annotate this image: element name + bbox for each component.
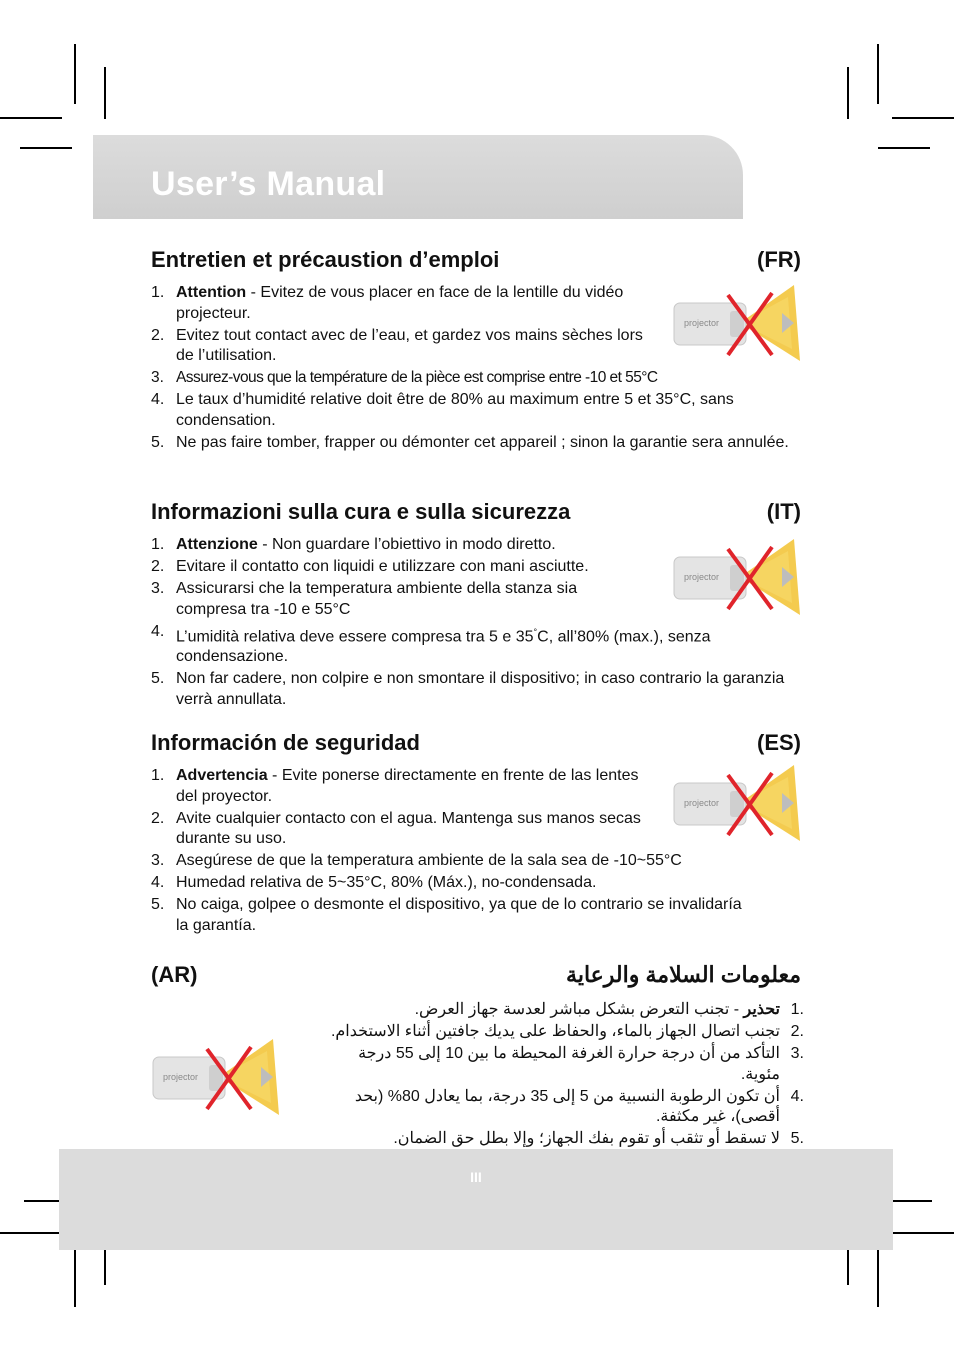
section-header — [151, 499, 801, 529]
section-header — [151, 962, 801, 992]
arabic-list — [300, 1000, 804, 1151]
projector-warning-image — [670, 283, 802, 363]
section-header — [151, 730, 801, 760]
section-header — [151, 247, 801, 277]
list-item: 4. Le taux d’humidité relative doit être de 80% au maximum entre 5 et 35°C, sans condensation. — [151, 391, 734, 429]
crop-mark — [104, 67, 106, 119]
language-code: (IT) — [766, 499, 801, 524]
crop-mark — [20, 147, 72, 149]
crop-mark — [877, 44, 879, 104]
list-item: 3. Assicurarsi che la temperatura ambiente della stanza sia compresa tra -10 e 55°C — [151, 580, 578, 618]
svg-text:projector: projector — [684, 798, 720, 808]
list-item: 5. Non far cadere, non colpire e non smontare il dispositivo; in caso contrario la garanzia verrà annullata. — [151, 670, 785, 708]
list-item: 2. Evitare il contatto con liquidi e utilizzare con mani asciutte. — [151, 558, 589, 575]
language-code: (AR) — [151, 962, 198, 987]
list-item: 4. Humedad relativa de 5~35°C, 80% (Máx.), no-condensada. — [151, 874, 597, 891]
list-item: 1. Advertencia - Evite ponerse directamente en frente de las lentes del proyector. — [151, 767, 639, 805]
svg-text:projector: projector — [684, 318, 720, 328]
list-item: .2 تجنب اتصال الجهاز بالماء، والحفاظ على يديك جافتين أثناء الاستخدام. — [330, 1023, 804, 1040]
crop-mark — [877, 1247, 879, 1307]
svg-text:projector: projector — [684, 572, 720, 582]
projector-warning-image — [670, 763, 802, 843]
section-title: Informazioni sulla cura e sulla sicurezza — [151, 499, 571, 524]
crop-mark — [847, 67, 849, 119]
crop-mark — [0, 117, 62, 119]
list-item: .4 أن تكون الرطوبة النسبية من 5 إلى 35 درجة، بما يعادل 80% (بحد أقصى)، غير مكثفة. — [354, 1087, 804, 1125]
header-band — [93, 135, 743, 219]
list-item: .5 لا تسقط أو تثقب أو تقوم بفك الجهاز؛ وإلا بطل حق الضمان. — [393, 1130, 804, 1147]
list-item: 5. No caiga, golpee o desmonte el dispositivo, ya que de lo contrario se invalidaría la garantía. — [151, 896, 742, 934]
section-title: Entretien et précaustion d’emploi — [151, 247, 500, 272]
list-item: 3. Asegúrese de que la temperatura ambiente de la sala sea de -10~55°C — [151, 852, 682, 869]
list-item: .1 تحذير - تجنب التعرض بشكل مباشر لعدسة جهاز العرض. — [414, 1001, 804, 1018]
projector-warning-image — [149, 1037, 281, 1117]
crop-mark — [878, 147, 930, 149]
svg-text:projector: projector — [163, 1072, 199, 1082]
section-ar — [151, 962, 801, 992]
footer-band — [59, 1149, 893, 1250]
list-item: 4. L’umidità relativa deve essere compresa tra 5 e 35°C, all’80% (max.), senza condensazione. — [151, 622, 711, 666]
list-item: .3 التأكد من أن درجة حرارة الغرفة المحيطة ما بين 10 إلى 55 درجة مئوية. — [358, 1045, 804, 1083]
page-title: User’s Manual — [151, 165, 386, 203]
crop-mark — [0, 1232, 62, 1234]
section-title: Información de seguridad — [151, 730, 420, 755]
section-title: معلومات السلامة والرعاية — [566, 962, 801, 987]
list-item: 1. Attention - Evitez de vous placer en face de la lentille du vidéo projecteur. — [151, 284, 624, 322]
list-item: 2. Evitez tout contact avec de l’eau, et gardez vos mains sèches lors de l’utilisation. — [151, 326, 643, 364]
page-number: III — [470, 1169, 482, 1185]
crop-mark — [74, 1247, 76, 1307]
list-item: 3. Assurez-vous que la température de la pièce est comprise entre -10 et 55°C — [151, 369, 658, 386]
list-item: 1. Attenzione - Non guardare l’obiettivo in modo diretto. — [151, 536, 556, 553]
crop-mark — [892, 1232, 954, 1234]
list-item: 5. Ne pas faire tomber, frapper ou démonter cet appareil ; sinon la garantie sera annulée. — [151, 433, 789, 451]
language-code: (ES) — [757, 730, 801, 755]
crop-mark — [74, 44, 76, 104]
language-code: (FR) — [757, 247, 801, 272]
list-item: 2. Avite cualquier contacto con el agua. Mantenga sus manos secas durante su uso. — [151, 809, 641, 847]
projector-warning-image — [670, 537, 802, 617]
crop-mark — [892, 117, 954, 119]
